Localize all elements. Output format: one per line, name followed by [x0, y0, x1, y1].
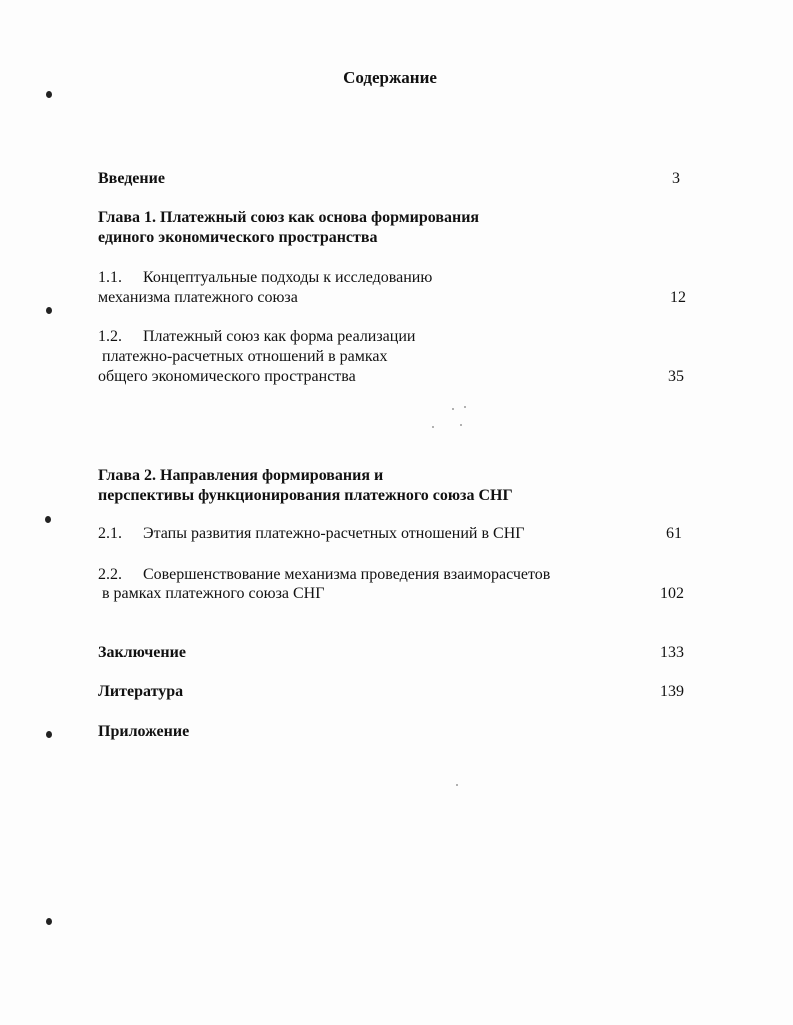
- toc-chapter1-title-line1: Глава 1. Платежный союз как основа формирования: [98, 209, 480, 226]
- toc-intro-label: Введение: [98, 170, 165, 187]
- toc-section-2-2-page: 102: [660, 585, 684, 602]
- toc-literature-page: 139: [660, 683, 684, 700]
- scan-mark: [46, 731, 52, 738]
- scan-mark: [46, 91, 52, 98]
- toc-section-1-1: [98, 268, 432, 288]
- scan-speck: [460, 424, 462, 426]
- toc-section-1-1-number: 1.1.: [98, 269, 122, 286]
- toc-section-2-1-line1: Этапы развития платежно-расчетных отношений в СНГ: [143, 525, 525, 542]
- toc-section-2-2-number: 2.2.: [98, 566, 122, 583]
- toc-chapter2-title-line1: Глава 2. Направления формирования и: [98, 467, 384, 484]
- toc-section-1-1-page: 12: [670, 289, 686, 306]
- scan-speck: [464, 406, 466, 408]
- toc-chapter1-title-line2: единого экономического пространства: [98, 229, 378, 246]
- scan-speck: [432, 426, 434, 428]
- toc-section-2-1-number: 2.1.: [98, 525, 122, 542]
- scan-mark: [46, 307, 52, 314]
- toc-section-2-1: [98, 524, 525, 544]
- toc-section-1-2-line2: платежно-расчетных отношений в рамках: [102, 348, 388, 365]
- scan-mark: [45, 516, 51, 523]
- toc-section-2-2-line1: Совершенствование механизма проведения взаиморасчетов: [143, 566, 551, 583]
- toc-section-2-1-page: 61: [666, 525, 682, 542]
- toc-section-2-2-line2: в рамках платежного союза СНГ: [102, 585, 325, 602]
- toc-section-1-1-line1: Концептуальные подходы к исследованию: [143, 269, 433, 286]
- toc-appendix-label: Приложение: [98, 723, 190, 740]
- toc-section-1-2: [98, 327, 415, 347]
- scan-mark: [46, 918, 52, 925]
- scan-speck: [452, 408, 454, 410]
- toc-section-1-2-line1: Платежный союз как форма реализации: [143, 328, 416, 345]
- page-title: Содержание: [343, 68, 437, 87]
- toc-conclusion-page: 133: [660, 644, 684, 661]
- toc-section-2-2: [98, 565, 550, 585]
- toc-intro-page: 3: [672, 170, 680, 187]
- scan-speck: [456, 784, 458, 786]
- toc-conclusion-label: Заключение: [98, 644, 186, 661]
- toc-section-1-2-page: 35: [668, 368, 684, 385]
- toc-literature-label: Литература: [98, 683, 184, 700]
- toc-section-1-2-number: 1.2.: [98, 328, 122, 345]
- toc-section-1-2-line3: общего экономического пространства: [98, 368, 356, 385]
- toc-chapter2-title-line2: перспективы функционирования платежного союза СНГ: [98, 487, 513, 504]
- toc-section-1-1-line2: механизма платежного союза: [98, 289, 298, 306]
